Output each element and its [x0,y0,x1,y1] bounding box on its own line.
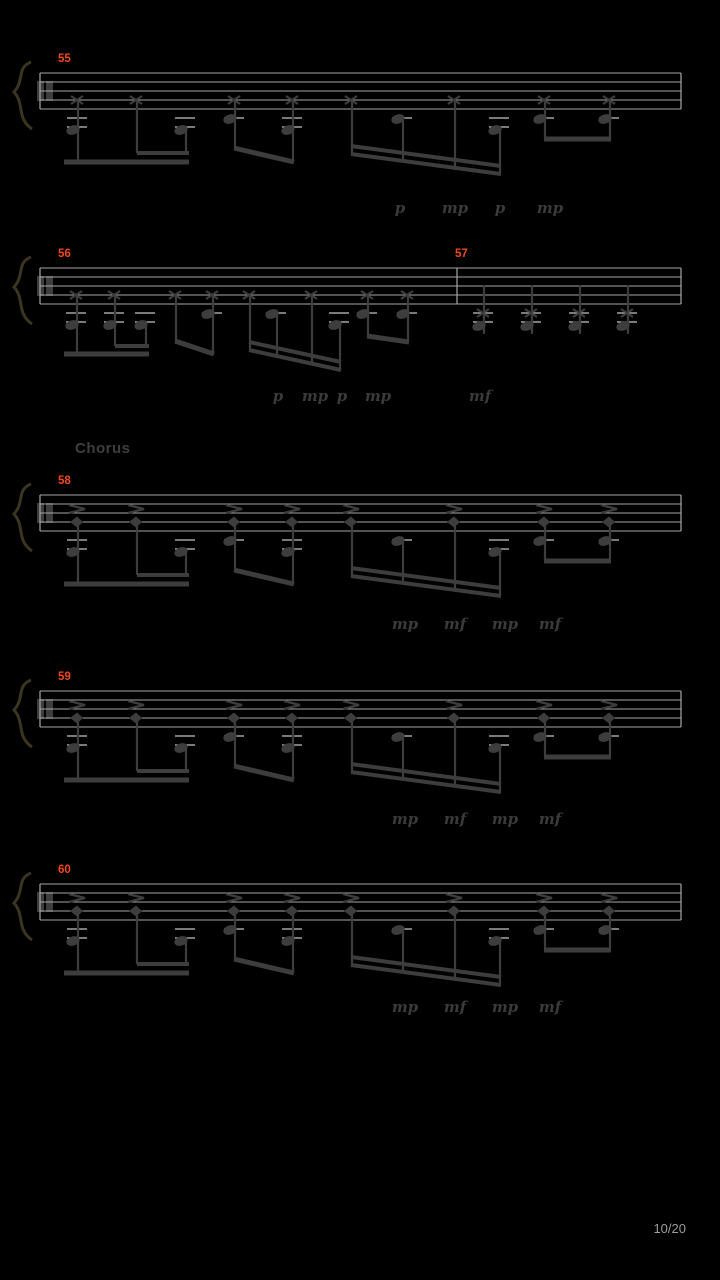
system-measure-59 [14,671,681,828]
dynamic-marking: p [394,199,406,217]
dynamic-marking: p [336,387,348,405]
beam [367,336,409,342]
system-measure-55 [14,53,681,217]
dynamic-marking: p [494,199,506,217]
dynamic-marking: mf [443,615,467,633]
measure-number: 59 [58,671,71,683]
dynamic-marking: mp [391,998,419,1016]
dynamic-marking: mf [538,615,562,633]
staff-brace [14,680,32,747]
dynamic-marking: mf [538,810,562,828]
measure-number: 60 [58,864,71,876]
staff-brace [14,873,32,940]
system-measure-60 [14,864,681,1016]
beam [234,766,294,780]
dynamic-marking: mp [391,615,419,633]
dynamic-marking: mp [491,615,519,633]
beam [175,341,214,354]
staff-brace [14,62,32,129]
section-label: Chorus [75,440,131,457]
page-indicator: 10/20 [653,1221,686,1236]
dynamic-marking: mf [443,998,467,1016]
dynamic-marking: mp [364,387,392,405]
measure-number: 55 [58,53,71,65]
system-measure-58 [14,475,681,633]
staff-brace [14,484,32,551]
dynamic-marking: mp [536,199,564,217]
beam [234,959,294,973]
system-measures-56-57 [14,248,681,405]
dynamic-marking: mf [538,998,562,1016]
measure-number: 57 [455,248,468,260]
dynamic-marking: mp [491,810,519,828]
dynamic-marking: mp [491,998,519,1016]
dynamic-marking: mp [441,199,469,217]
dynamic-marking: mf [443,810,467,828]
dynamic-marking: mp [391,810,419,828]
dynamic-marking: mp [301,387,329,405]
beam [234,570,294,584]
measure-number: 56 [58,248,71,260]
dynamic-marking: mf [468,387,492,405]
measure-number: 58 [58,475,71,487]
dynamic-marking: p [272,387,284,405]
staff-brace [14,257,32,324]
beam [234,148,294,162]
